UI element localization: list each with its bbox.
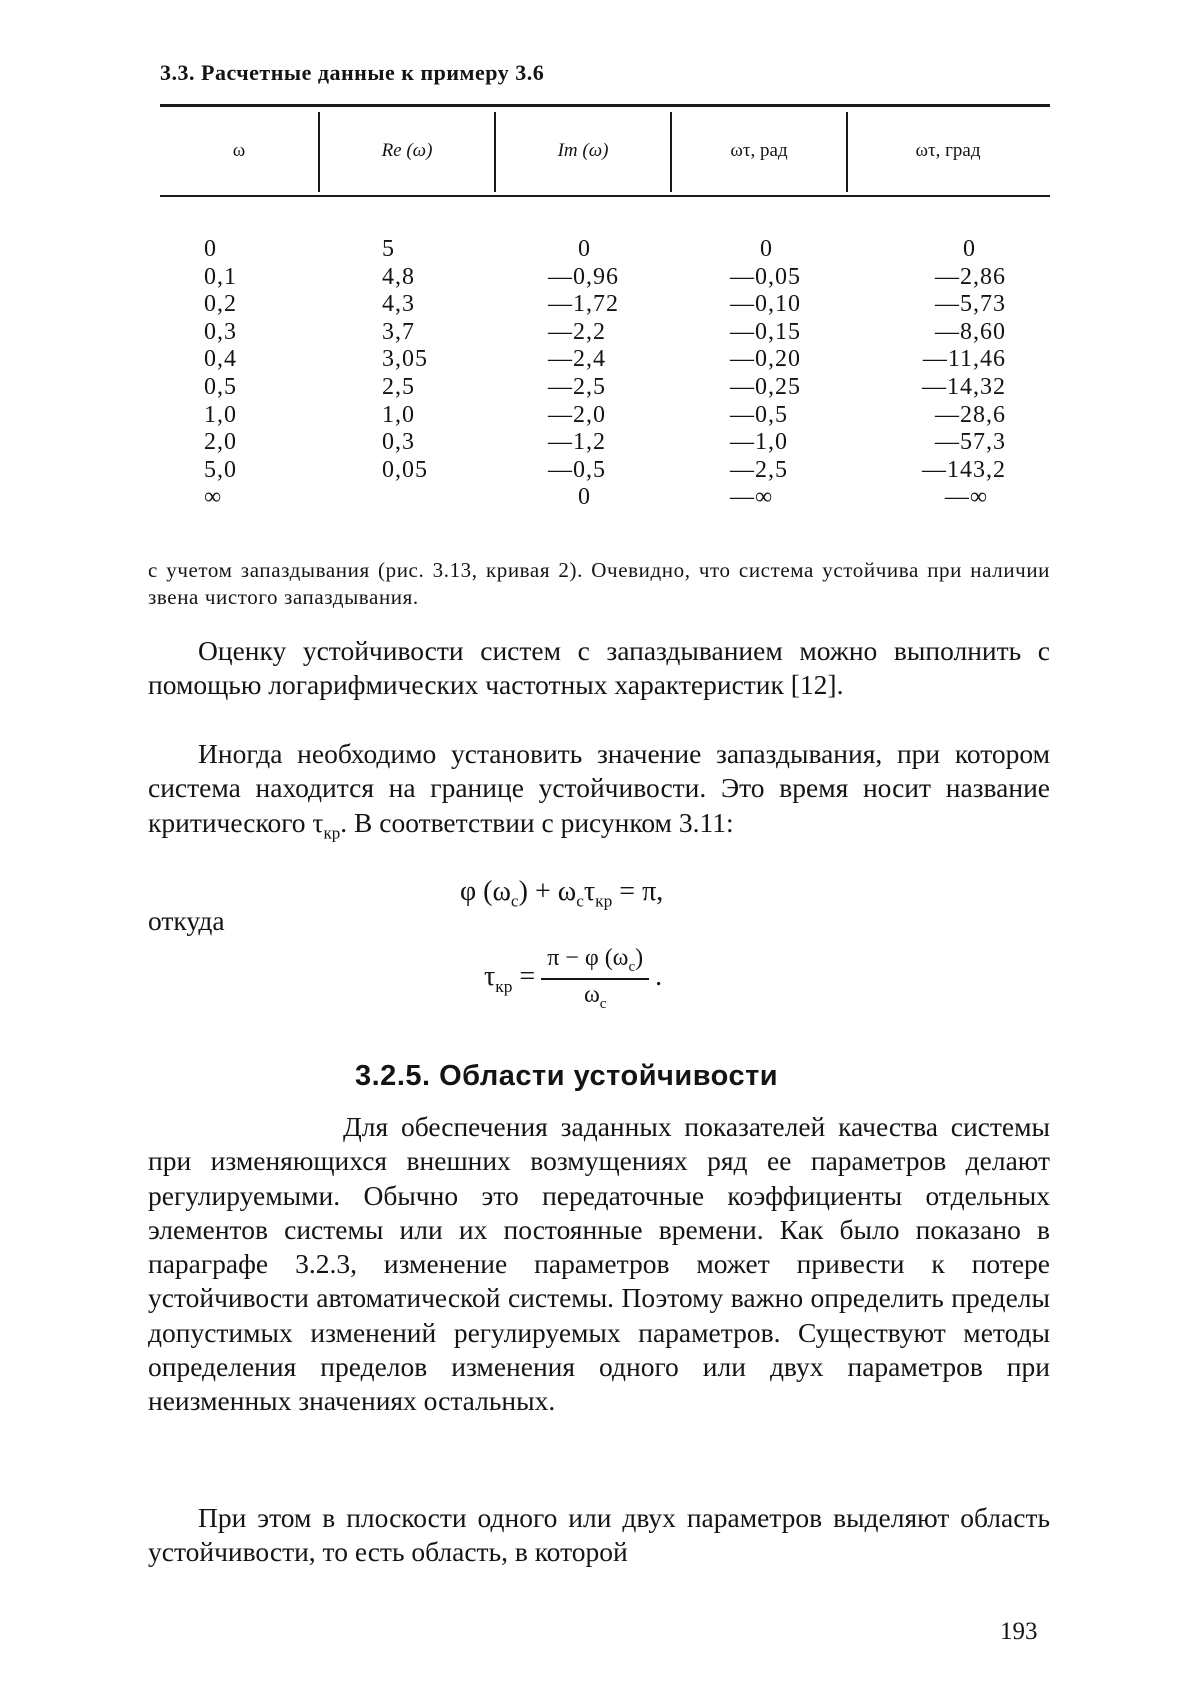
table-cell: 1,0 xyxy=(204,401,237,428)
header-omega: ω xyxy=(232,140,246,161)
table-cell: 0,4 xyxy=(204,346,237,373)
paragraph-text: Для обеспечения заданных показателей качества системы при изменяющихся внешних возмущениях ряд ее параметров делают регулируемыми. Обычно это передаточные коэффициенты отдельных элементов системы или их постоянные времени. Как было показано в параграфе 3.2.3, изменение параметров может привести к потере устойчивости автоматической системы. Поэтому важно определить пределы допустимых изменений регулируемых параметров. Существуют методы определения пределов изменения одного или двух параметров при неизменных значениях остальных. xyxy=(148,1111,1050,1417)
table-cell: 2,5 xyxy=(382,373,415,400)
table-cell: 0,1 xyxy=(204,263,237,290)
table-cell: 5 xyxy=(382,236,395,262)
table-cell: 0 xyxy=(204,236,217,262)
table-cell: —0,20 xyxy=(730,346,801,373)
paragraph-text xyxy=(148,737,1050,850)
paragraph xyxy=(148,634,1050,703)
paragraph xyxy=(148,1110,1050,1419)
table-cell: —28,6 xyxy=(935,401,1006,428)
section-heading: 3.2.5. Области устойчивости xyxy=(355,1060,779,1092)
table-cell: —0,5 xyxy=(730,401,788,428)
header-deg: ωτ, град xyxy=(915,140,981,161)
paragraph xyxy=(148,737,1050,850)
table-cell: 3,05 xyxy=(382,346,428,373)
table-cell: —1,72 xyxy=(548,291,619,318)
table-cell: ∞ xyxy=(204,484,223,511)
table-cell: 0,2 xyxy=(204,291,237,318)
table-header-rule xyxy=(160,195,1050,197)
table-cell: 1,0 xyxy=(382,401,415,428)
table-cell: 0 xyxy=(578,236,591,262)
column-rad xyxy=(730,236,840,512)
table-cell: 4,8 xyxy=(382,263,415,290)
table-cell: 0 xyxy=(963,236,976,262)
table-cell: —0,05 xyxy=(730,263,801,290)
table-cell: —0,25 xyxy=(730,373,801,400)
table-cell: 0,05 xyxy=(382,456,428,483)
table-cell: —0,5 xyxy=(548,456,606,483)
table-cell: —2,5 xyxy=(730,456,788,483)
table-cell: —2,2 xyxy=(548,318,606,345)
word-otkuda: откуда xyxy=(148,905,225,936)
subscript: кр xyxy=(323,823,341,843)
table-top-rule xyxy=(160,104,1050,107)
table-cell: —2,0 xyxy=(548,401,606,428)
header-re: Re (ω) xyxy=(381,140,433,161)
formula-critical-condition: φ $(\omega_c) + \omega_c\tau_{кр} = \pi$, xyxy=(460,876,664,911)
table-cell: 0,5 xyxy=(204,373,237,400)
paragraph-text: Оценку устойчивости систем с запаздыванием можно выполнить с помощью логарифмических частотных характеристик [12]. xyxy=(148,635,1050,701)
column-re xyxy=(382,236,482,484)
table-cell: —143,2 xyxy=(922,456,1006,483)
table-cell: —8,60 xyxy=(935,318,1006,345)
table-cell: —57,3 xyxy=(935,429,1006,456)
table-cell: 5,0 xyxy=(204,456,237,483)
table-cell: —11,46 xyxy=(922,346,1006,373)
table-cell: 0 xyxy=(578,484,591,511)
paragraph-text-part: . В соответствии с рисунком 3.11: xyxy=(340,806,734,838)
paragraph-text: При этом в плоскости одного или двух параметров выделяют область устойчивости, то есть область, в которой xyxy=(148,1502,1050,1568)
table-cell: —∞ xyxy=(944,484,988,511)
header-rad: ωτ, рад xyxy=(730,140,788,161)
column-deg xyxy=(880,236,1006,512)
column-im xyxy=(548,236,658,512)
header-im: Im (ω) xyxy=(557,140,609,161)
table-cell: 2,0 xyxy=(204,429,237,456)
table-cell: —2,5 xyxy=(548,373,606,400)
table-cell: —2,4 xyxy=(548,346,606,373)
paragraph xyxy=(148,1501,1050,1570)
page-number: 193 xyxy=(1000,1618,1038,1645)
table-cell: —2,86 xyxy=(935,263,1006,290)
table-cell: —14,32 xyxy=(922,373,1006,400)
table-cell: —∞ xyxy=(730,484,774,511)
table-cell: 0,3 xyxy=(382,429,415,456)
paragraph-text-part: Иногда необходимо установить значение запаздывания, при котором система находится на границе устойчивости. Это время носит название критического τ xyxy=(148,738,1050,838)
table-cell: —1,0 xyxy=(730,429,788,456)
formula-critical-delay: $\tau_{кр}$ = $\frac{\pi - \varphi (\omega_c)}{\omega_c}$ . xyxy=(484,945,663,1012)
table-cell: —1,2 xyxy=(548,429,606,456)
table-cell: —5,73 xyxy=(935,291,1006,318)
table-caption: 3.3. Расчетные данные к примеру 3.6 xyxy=(160,60,545,85)
table-cell: 3,7 xyxy=(382,318,415,345)
fraction: $\frac{\pi - \varphi (\omega_c)}{\omega_c}$ xyxy=(541,945,649,1013)
table-cell: —0,15 xyxy=(730,318,801,345)
table-cell: 0,3 xyxy=(204,318,237,345)
table-cell: 4,3 xyxy=(382,291,415,318)
table-cell: —0,10 xyxy=(730,291,801,318)
figure-note: с учетом запаздывания (рис. 3.13, кривая 2). Очевидно, что система устойчива при наличии звена чистого запаздывания. xyxy=(148,558,1050,609)
table-cell: —0,96 xyxy=(548,263,619,290)
table-cell: 0 xyxy=(760,236,773,262)
column-omega xyxy=(204,236,284,512)
